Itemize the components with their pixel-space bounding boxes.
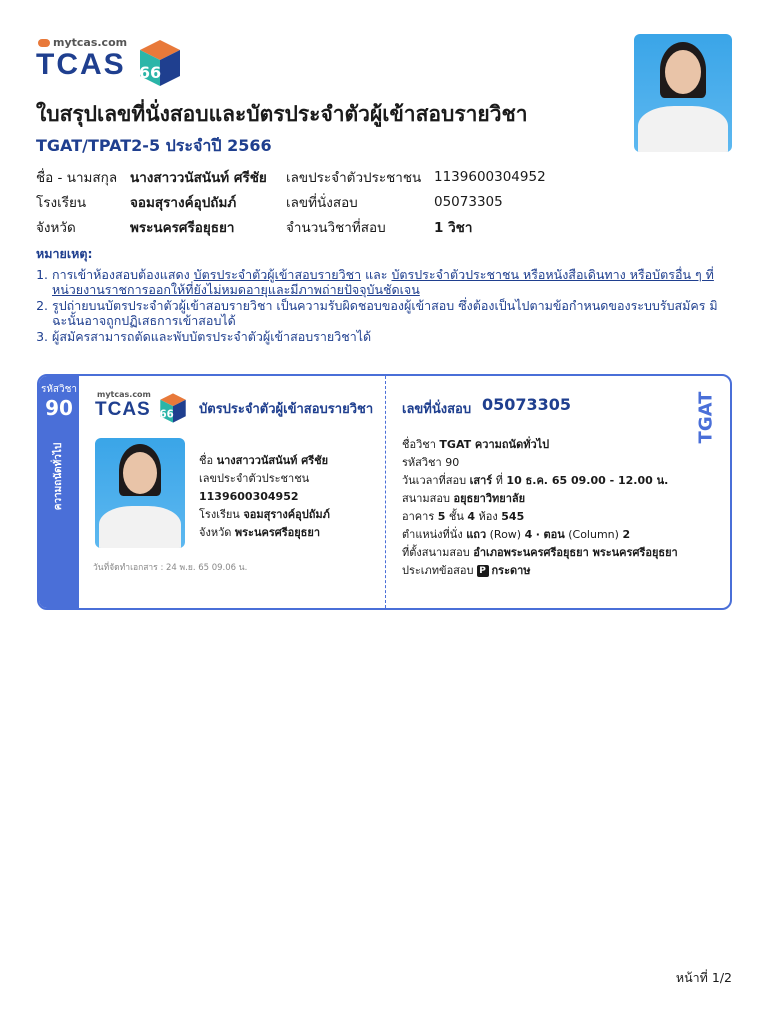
logo-number: 66 <box>138 63 162 82</box>
floor-label: ชั้น <box>448 510 464 523</box>
candidate-info <box>36 164 546 239</box>
exam-venue <box>402 490 678 508</box>
col-value: 2 <box>622 528 631 541</box>
card-logo-word: TCAS <box>95 399 151 420</box>
province-value: พระนครศรีอยุธยา <box>130 219 235 236</box>
building-label: อาคาร <box>402 510 435 523</box>
exam-venue-value: อยุธยาวิทยาลัย <box>453 492 526 505</box>
note-item <box>52 267 726 297</box>
building-value: 5 <box>437 510 446 523</box>
logo-cube-icon <box>138 38 182 88</box>
room-label: ห้อง <box>478 510 498 523</box>
exam-datetime-mid: ที่ <box>492 474 507 487</box>
card-logo-cube-icon <box>159 392 187 424</box>
row-value: 4 <box>524 528 533 541</box>
card-right <box>386 376 730 608</box>
id-value: 1139600304952 <box>434 168 546 185</box>
province-label: จังหวัด <box>36 219 76 236</box>
exam-type-text: TGAT <box>695 391 717 443</box>
strip-code-label: รหัสวิชา <box>40 384 78 395</box>
note-text: และ <box>361 267 392 282</box>
row-label: แถว <box>466 528 487 541</box>
seat-label: เลขที่นั่งสอบ <box>286 194 358 211</box>
name-value: นางสาววนัสนันท์ ศรีชัย <box>130 169 267 186</box>
note-item: 3. ผู้สมัครสามารถตัดและพับบัตรประจำตัวผู้เข้าสอบรายวิชาได้ <box>52 329 726 344</box>
card-logo <box>95 390 191 424</box>
note-underlined: บัตรประจำตัวประชาชน หรือหนังสือเดินทาง หรือบัตรอื่น ๆ ที่หน่วยงานราชการออกให้ที่ยังไม่หมดอายุและมีภาพถ่ายปัจจุบันชัดเจน <box>52 267 714 297</box>
card-name <box>199 452 330 470</box>
name-label: ชื่อ - นามสกุล <box>36 169 118 186</box>
exam-subject-label: ชื่อวิชา <box>402 438 436 451</box>
strip-subject-text: ความถนัดทั่วไป <box>53 442 65 510</box>
info-row <box>36 214 546 239</box>
logo-word: TCAS <box>36 48 126 81</box>
page-title: ใบสรุปเลขที่นั่งสอบและบัตรประจำตัวผู้เข้าสอบรายวิชา <box>36 102 528 126</box>
page-subtitle: TGAT/TPAT2-5 ประจำปี 2566 <box>36 136 272 155</box>
exam-code-value: 90 <box>445 456 460 469</box>
id-label: เลขประจำตัวประชาชน <box>286 169 422 186</box>
card-logo-site: mytcas.com <box>97 390 151 399</box>
count-label: จำนวนวิชาที่สอบ <box>286 219 386 236</box>
exam-code <box>402 454 678 472</box>
row-en: (Row) <box>489 528 522 541</box>
format-value: กระดาษ <box>491 564 531 577</box>
card-logo-number: 66 <box>159 409 174 421</box>
exam-card <box>37 374 732 610</box>
card-school <box>199 506 330 524</box>
col-en: (Column) <box>568 528 619 541</box>
card-id-number: 1139600304952 <box>199 490 299 503</box>
exam-location <box>402 544 678 562</box>
notes-heading: หมายเหตุ: <box>36 246 93 261</box>
card-name-value: นางสาววนัสนันท์ ศรีชัย <box>216 454 329 467</box>
card-school-label: โรงเรียน <box>199 508 240 521</box>
note-underlined: บัตรประจำตัวผู้เข้าสอบรายวิชา <box>193 267 362 282</box>
note-text: การเข้าห้องสอบต้องแสดง <box>52 267 194 282</box>
logo-site: mytcas.com <box>38 36 127 49</box>
format-label: ประเภทข้อสอบ <box>402 564 474 577</box>
count-value: 1 วิชา <box>434 219 473 236</box>
seat-value: 05073305 <box>434 193 503 210</box>
exam-format <box>402 562 678 580</box>
exam-code-label: รหัสวิชา <box>402 456 442 469</box>
card-school-value: จอมสุรางค์อุปถัมภ์ <box>243 508 330 521</box>
exam-type <box>696 392 716 442</box>
col-label: ตอน <box>543 528 565 541</box>
floor-value: 4 <box>467 510 476 523</box>
exam-position: ตำแหน่งที่นั่ง แถว (Row) 4 · ตอน (Column) 2 <box>402 528 631 541</box>
exam-subject-value: TGAT ความถนัดทั่วไป <box>439 438 550 451</box>
location-label: ที่ตั้งสนามสอบ <box>402 546 470 559</box>
exam-venue-label: สนามสอบ <box>402 492 450 505</box>
card-photo <box>95 438 185 548</box>
card-details <box>199 452 330 542</box>
card-seat-value: 05073305 <box>482 395 572 414</box>
card-province-value: พระนครศรีอยุธยา <box>234 526 321 539</box>
card-name-label: ชื่อ <box>199 454 214 467</box>
card-seat-label: เลขที่นั่งสอบ <box>402 402 472 417</box>
position-label: ตำแหน่งที่นั่ง <box>402 528 463 541</box>
candidate-photo <box>634 34 732 152</box>
page-number: หน้าที่ 1/2 <box>675 970 732 985</box>
info-row <box>36 189 546 214</box>
school-label: โรงเรียน <box>36 194 87 211</box>
card-strip <box>39 376 79 608</box>
card-id-label: เลขประจำตัวประชาชน <box>199 472 310 485</box>
strip-subject <box>43 436 75 516</box>
card-province <box>199 524 330 542</box>
exam-datetime-label: วันเวลาที่สอบ <box>402 474 467 487</box>
school-value: จอมสุรางค์อุปถัมภ์ <box>130 194 237 211</box>
card-left <box>79 376 385 608</box>
exam-room <box>402 508 678 526</box>
paper-icon: P <box>477 565 489 577</box>
card-province-label: จังหวัด <box>199 526 232 539</box>
strip-code: 90 <box>45 396 73 420</box>
notes-section <box>36 244 726 345</box>
card-id-value <box>199 488 330 506</box>
room-value: 545 <box>501 510 525 523</box>
exam-day: เสาร์ <box>469 474 493 487</box>
exam-datetime <box>402 472 678 490</box>
exam-datetime-value: 10 ธ.ค. 65 09.00 - 12.00 น. <box>506 474 669 487</box>
exam-subject <box>402 436 678 454</box>
note-item: 2. รูปถ่ายบนบัตรประจำตัวผู้เข้าสอบรายวิชา เป็นความรับผิดชอบของผู้เข้าสอบ ซึ่งต้องเป็นไปตามข้อกำหนดของระบบรับสมัคร มิฉะนั้นอาจถูกปฏิเสธการเข้าสอบได้ <box>52 298 726 328</box>
tcas-logo <box>36 34 186 88</box>
print-date: วันที่จัดทำเอกสาร : 24 พ.ย. 65 09.06 น. <box>93 563 248 573</box>
location-value: อำเภอพระนครศรีอยุธยา พระนครศรีอยุธยา <box>473 546 678 559</box>
card-title: บัตรประจำตัวผู้เข้าสอบรายวิชา <box>199 402 374 417</box>
info-row <box>36 164 546 189</box>
exam-details <box>402 436 678 580</box>
